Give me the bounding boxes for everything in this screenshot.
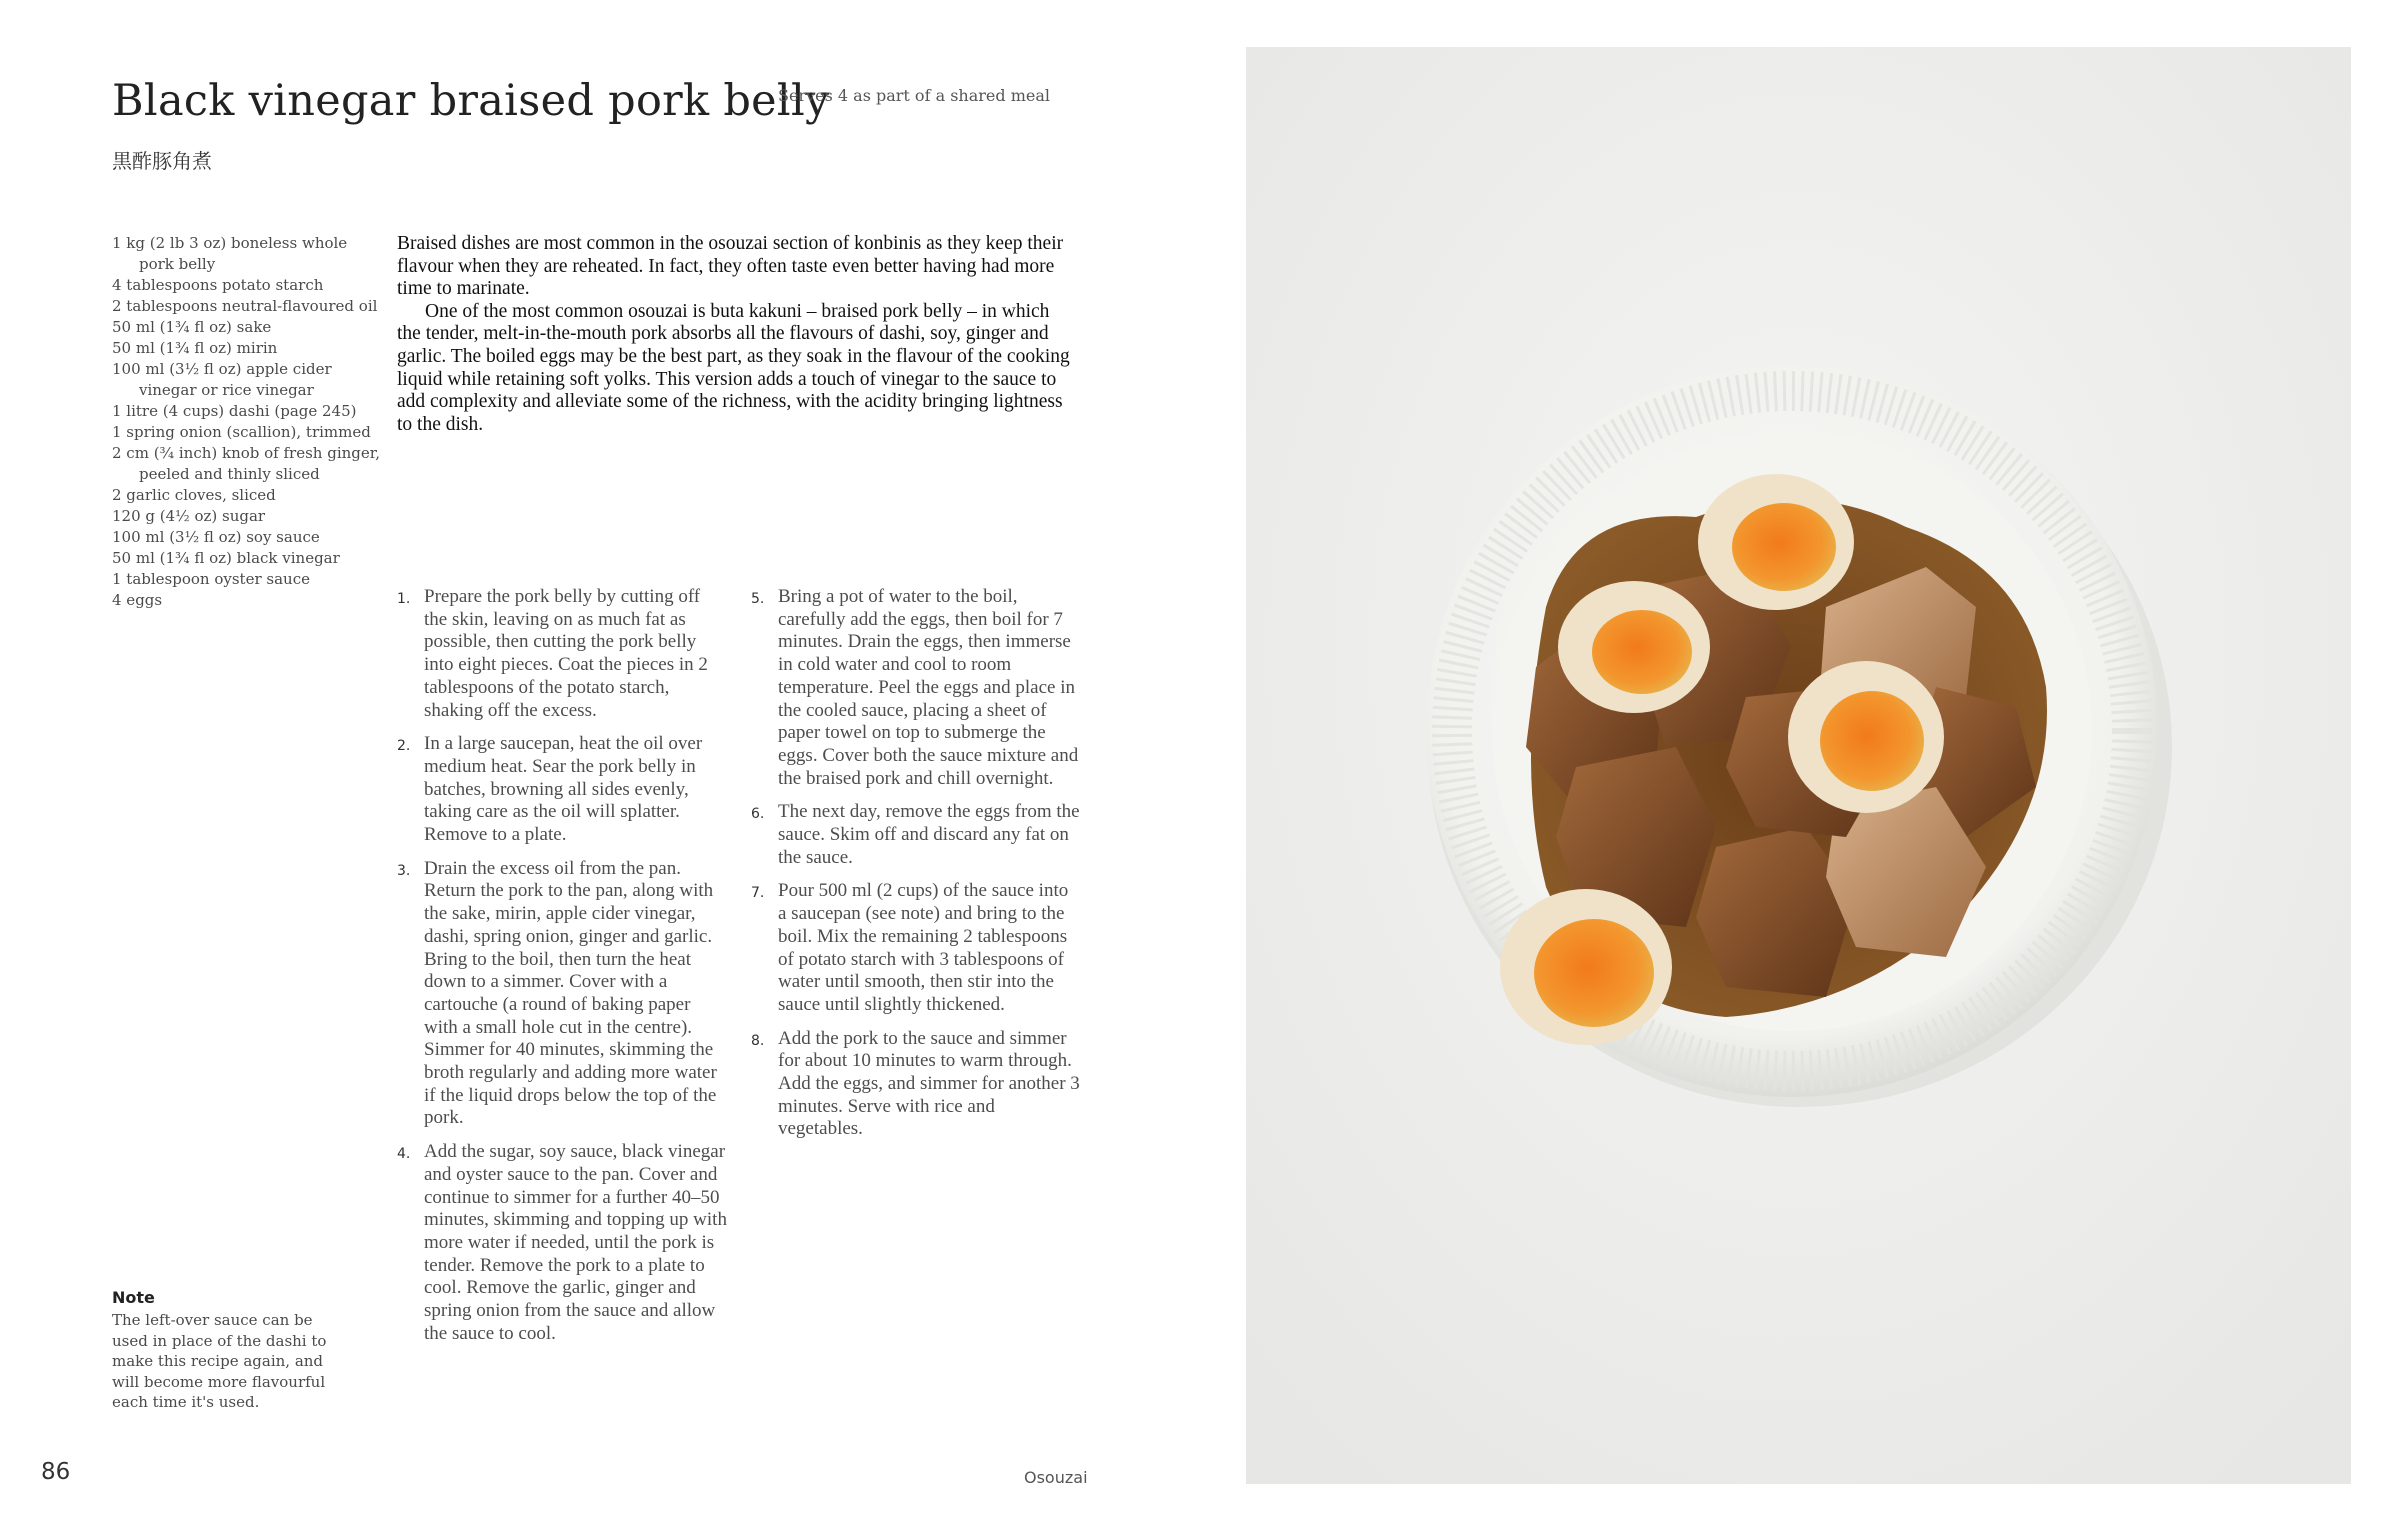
method-step (397, 733, 727, 847)
ingredient-item: 100 ml (3½ fl oz) apple cider vinegar or rice vinegar (112, 360, 332, 399)
step-text: Add the pork to the sauce and simmer for about 10 minutes to warm through. Add the eggs, and simmer for another 3 minutes. Serve with rice and vegetables. (778, 1027, 1080, 1140)
step-text: In a large saucepan, heat the oil over medium heat. Sear the pork belly in batches, browning all sides evenly, taking care as the oil will splatter. Remove to a plate. (424, 733, 703, 846)
step-text: Add the sugar, soy sauce, black vinegar and oyster sauce to the pan. Cover and continue to simmer for a further 40–50 minutes, skimming and topping up with more water if needed, until the pork is tender. Remove the pork to a plate to cool. Remove the garlic, ginger and spring onion from the sauce and allow the sauce to cool. (424, 1141, 727, 1344)
step-number: 1. (397, 591, 411, 607)
method-step (751, 801, 1081, 869)
ingredient-item: 4 tablespoons potato starch (112, 276, 324, 294)
egg-lower-left (1500, 889, 1672, 1045)
intro-paragraph: One of the most common osouzai is buta kakuni – braised pork belly – in which the tender, melt-in-the-mouth pork absorbs all the flavours of dashi, soy, ginger and garlic. The boiled eggs may be the best part, as they soak in the flavour of the cooking liquid while retaining soft yolks. This version adds a touch of vinegar to the sauce to add complexity and alleviate some of the richness, with the acidity bringing lightness to the dish. (397, 300, 1070, 435)
ingredient-item: 120 g (4½ oz) sugar (112, 507, 266, 525)
note-text: The left-over sauce can be used in place of the dashi to make this recipe again, and will become more flavourful each time it's used. (112, 1311, 327, 1411)
method-step (751, 586, 1081, 790)
step-number: 4. (397, 1146, 411, 1163)
intro-text (397, 233, 1073, 436)
ingredient-item: 50 ml (1¾ fl oz) sake (112, 318, 272, 336)
ingredient-item: 1 tablespoon oyster sauce (112, 570, 310, 588)
ingredients-list (112, 233, 382, 611)
ingredient-item: 50 ml (1¾ fl oz) mirin (112, 339, 278, 357)
ingredient-item: 1 litre (4 cups) dashi (page 245) (112, 402, 357, 420)
egg-right (1788, 661, 1944, 813)
method-step (397, 858, 727, 1130)
step-number: 8. (751, 1032, 765, 1049)
ingredient-item: 2 cm (¾ inch) knob of fresh ginger, peeled and thinly sliced (112, 444, 381, 483)
ingredient-item: 100 ml (3½ fl oz) soy sauce (112, 528, 320, 546)
egg-top (1698, 474, 1854, 610)
recipe-title: Black vinegar braised pork belly (112, 76, 830, 126)
method-steps-column-2 (751, 586, 1081, 1152)
step-text: The next day, remove the eggs from the sauce. Skim off and discard any fat on the sauce. (778, 801, 1080, 868)
ingredient-item: 50 ml (1¾ fl oz) black vinegar (112, 549, 340, 567)
ingredient-item: 2 tablespoons neutral-flavoured oil (112, 297, 378, 315)
method-step (397, 1141, 727, 1345)
step-number: 2. (397, 738, 411, 755)
serves-info: Serves 4 as part of a shared meal (778, 86, 1050, 105)
egg-upper-left (1558, 581, 1710, 713)
method-steps-column-1 (397, 586, 727, 1357)
step-number: 7. (751, 885, 765, 902)
note-heading: Note (112, 1288, 155, 1307)
step-text: Prepare the pork belly by cutting off the skin, leaving on as much fat as possible, then cutting the pork belly into eight pieces. Coat the pieces in 2 tablespoons of the potato starch, shaking off the excess. (424, 586, 708, 721)
step-number: 3. (397, 862, 411, 879)
dish-illustration (1246, 47, 2351, 1484)
method-step (397, 586, 727, 722)
method-step (751, 1028, 1081, 1142)
step-number: 6. (751, 806, 765, 823)
step-text: Bring a pot of water to the boil, carefully add the eggs, then boil for 7 minutes. Drain the eggs, then immerse in cold water and cool to room temperature. Peel the eggs and place in the cooled sauce, placing a sheet of paper towel on top to submerge the eggs. Cover both the sauce mixture and the braised pork and chill overnight. (778, 586, 1079, 789)
section-footer: Osouzai (1024, 1468, 1088, 1487)
step-text: Pour 500 ml (2 cups) of the sauce into a saucepan (see note) and bring to the boil. Mix the remaining 2 tablespoons of potato starch with 3 tablespoons of water until smooth, then stir into the sauce until slightly thickened. (778, 880, 1069, 1015)
ingredient-item: 1 spring onion (scallion), trimmed (112, 423, 371, 441)
step-text: Drain the excess oil from the pan. Return the pork to the pan, along with the sake, mirin, apple cider vinegar, dashi, spring onion, ginger and garlic. Bring to the boil, then turn the heat down to a simmer. Cover with a cartouche (a round of baking paper with a small hole cut in the centre). Simmer for 40 minutes, skimming the broth regularly and adding more water if the liquid drops below the top of the pork. (424, 857, 717, 1129)
page-number: 86 (41, 1459, 71, 1485)
ingredient-item: 2 garlic cloves, sliced (112, 486, 276, 504)
ingredient-item: 1 kg (2 lb 3 oz) boneless whole pork belly (112, 234, 348, 273)
intro-paragraph: Braised dishes are most common in the osouzai section of konbinis as they keep their flavour when they are reheated. In fact, they often taste even better having had more time to marinate. (397, 233, 1064, 300)
dish-photo (1246, 47, 2351, 1484)
ingredient-item: 4 eggs (112, 591, 163, 609)
japanese-title: 黒酢豚角煮 (112, 149, 212, 173)
step-number: 5. (751, 591, 765, 607)
method-step (751, 880, 1081, 1016)
